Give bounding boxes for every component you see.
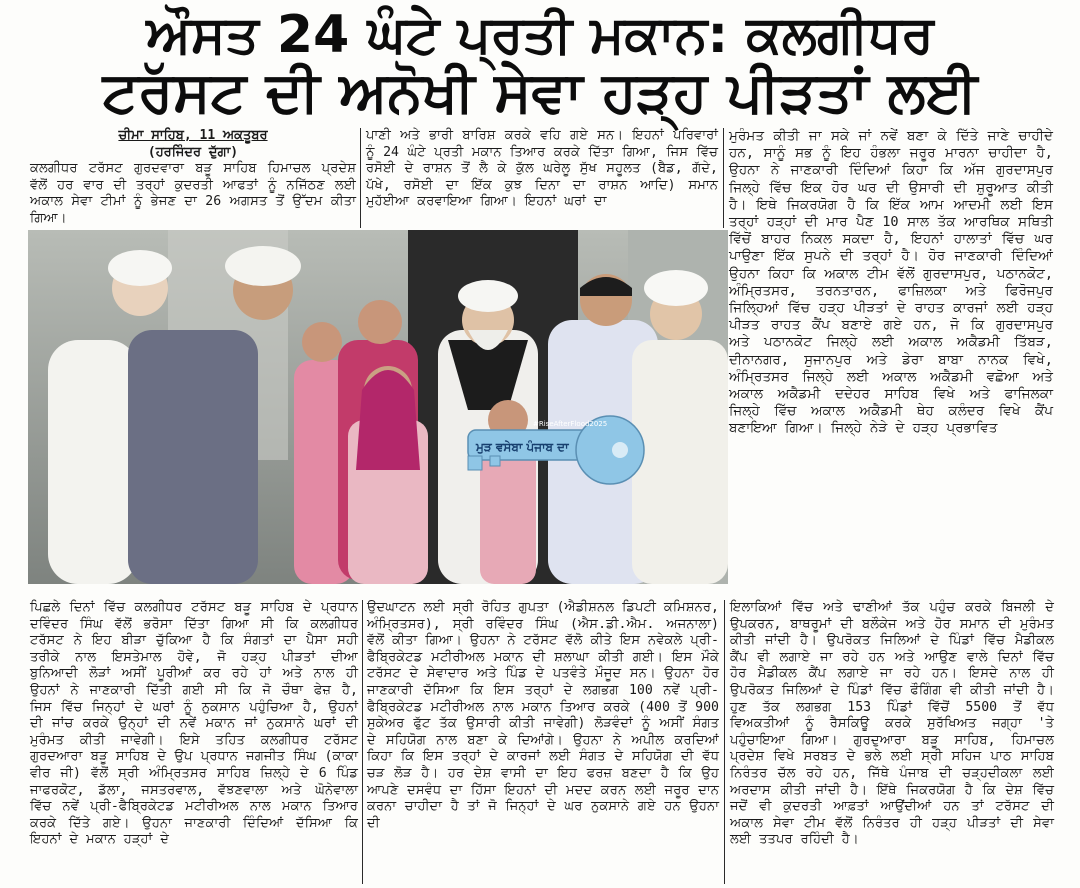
column-divider — [362, 600, 363, 884]
article-paragraph: ਕਲਗੀਧਰ ਟਰੱਸਟ ਗੁਰਦਵਾਰਾ ਬੜੂ ਸਾਹਿਬ ਹਿਮਾਚਲ ਪ੍ਰਦੇਸ਼ ਵੱਲੋਂ ਹਰ ਵਾਰ ਦੀ ਤਰ੍ਹਾਂ ਕੁਦਰਤੀ ਆਫਤਾਂ ਨੂੰ ਨਜਿੱਠਣ ਲਈ ਅਕਾਲ ਸੇਵਾ ਟੀਮਾਂ ਨੂੰ ਭੇਜਣ ਦਾ 26 ਅਗਸਤ ਤੋਂ ਉੱਦਮ ਕੀਤਾ ਗਿਆ। — [30, 161, 356, 226]
article-paragraph: ਇਲਾਕਿਆਂ ਵਿੱਚ ਅਤੇ ਢਾਣੀਆਂ ਤੱਕ ਪਹੁੰਚ ਕਰਕੇ ਬਿਜਲੀ ਦੇ ਉਪਕਰਨ, ਬਾਥਰੂਮਾਂ ਦੀ ਬਲੌਕੇਜ ਅਤੇ ਹੋਰ ਸਮਾਨ ਦੀ ਮੁਰੰਮਤ ਕੀਤੀ ਜਾਂਦੀ ਹੈ। ਉਪਰੋਕਤ ਜਿਲਿਆਂ ਦੇ ਪਿੰਡਾਂ ਵਿੱਚ ਮੈਡੀਕਲ ਕੈਂਪ ਵੀ ਲਗਾਏ ਜਾ ਰਹੇ ਹਨ ਅਤੇ ਆਉਣ ਵਾਲੇ ਦਿਨਾਂ ਵਿੱਚ ਹੋਰ ਮੈਡੀਕਲ ਕੈਂਪ ਲਗਾਏ ਜਾ ਰਹੇ ਹਨ। ਇਸਦੇ ਨਾਲ ਹੀ ਉਪਰੋਕਤ ਜਿਲਿਆਂ ਦੇ ਪਿੰਡਾਂ ਵਿੱਚ ਫੌਗਿੰਗ ਵੀ ਕੀਤੀ ਜਾਂਦੀ ਹੈ। ਹੁਣ ਤੱਕ ਲਗਭਗ 153 ਪਿੰਡਾਂ ਵਿੱਚੋਂ 5500 ਤੋਂ ਵੱਧ ਵਿਅਕਤੀਆਂ ਨੂੰ ਰੈਸਕਿਊ ਕਰਕੇ ਸੁਰੱਖਿਅਤ ਜਗ੍ਹਾ 'ਤੇ ਪਹੁੰਚਾਇਆ ਗਿਆ। ਗੁਰਦੁਆਰਾ ਬੜੂ ਸਾਹਿਬ, ਹਿਮਾਚਲ ਪ੍ਰਦੇਸ਼ ਵਿਖੇ ਸਰਬਤ ਦੇ ਭਲੇ ਲਈ ਸ੍ਰੀ ਸਹਿਜ ਪਾਠ ਸਾਹਿਬ ਨਿਰੰਤਰ ਚੱਲ ਰਹੇ ਹਨ, ਜਿੱਥੇ ਪੰਜਾਬ ਦੀ ਚੜ੍ਹਦੀਕਲਾ ਲਈ ਅਰਦਾਸ ਕੀਤੀ ਜਾਂਦੀ ਹੈ। ਇੱਥੇ ਜਿਕਰਯੋਗ ਹੈ ਕਿ ਦੇਸ਼ ਵਿੱਚ ਜਦੋਂ ਵੀ ਕੁਦਰਤੀ ਆਫ਼ਤਾਂ ਆਉਂਦੀਆਂ ਹਨ ਤਾਂ ਟਰੱਸਟ ਦੀ ਅਕਾਲ ਸੇਵਾ ਟੀਮ ਵੱਲੋਂ ਨਿਰੰਤਰ ਹੀ ਹੜ੍ਹ ਪੀੜਤਾਂ ਦੀ ਸੇਵਾ ਲਈ ਤਤਪਰ ਰਹਿੰਦੀ ਹੈ। — [730, 600, 1054, 848]
column-top-middle — [366, 128, 718, 211]
key-label: ਮੁੜ ਵਸੇਬਾ ਪੰਜਾਬ ਦਾ — [476, 440, 569, 454]
column-right — [729, 128, 1053, 438]
headline-line-2: ਟਰੱਸਟ ਦੀ ਅਨੋਖੀ ਸੇਵਾ ਹੜ੍ਹ ਪੀੜਤਾਂ ਲਈ — [102, 60, 978, 125]
column-divider — [723, 128, 724, 228]
dateline — [30, 128, 356, 161]
column-divider — [724, 600, 725, 884]
column-bottom-right — [730, 600, 1054, 849]
news-photo — [28, 230, 728, 584]
headline-line-1: ਔਸਤ 24 ਘੰਟੇ ਪ੍ਰਤੀ ਮਕਾਨ: ਕਲਗੀਧਰ — [146, 5, 934, 65]
column-bottom-middle — [367, 600, 719, 832]
dateline-place-date: ਚੀਮਾ ਸਾਹਿਬ, 11 ਅਕਤੂਬਰ — [118, 128, 268, 143]
photo-hashtag: #RiseAfterFlood2025 — [533, 420, 608, 428]
column-top-left — [30, 128, 356, 228]
photo-illustration — [28, 230, 728, 584]
article-paragraph: ਪਾਣੀ ਅਤੇ ਭਾਰੀ ਬਾਰਿਸ਼ ਕਰਕੇ ਵਹਿ ਗਏ ਸਨ। ਇਹਨਾਂ ਪਰਿਵਾਰਾਂ ਨੂੰ 24 ਘੰਟੇ ਪ੍ਰਤੀ ਮਕਾਨ ਤਿਆਰ ਕਰਕੇ ਦਿੱਤਾ ਗਿਆ, ਜਿਸ ਵਿੱਚ ਰਸੋਈ ਦੇ ਰਾਸ਼ਨ ਤੋਂ ਲੈ ਕੇ ਕੁੱਲ ਘਰੇਲੂ ਸੁੱਖ ਸਹੂਲਤ (ਬੈਡ, ਗੱਦੇ, ਪੱਖੇ, ਰਸੋਈ ਦਾ ਇੱਕ ਕੁਝ ਦਿਨਾ ਦਾ ਰਾਸ਼ਨ ਆਦਿ) ਸਮਾਨ ਮੁਹੱਈਆ ਕਰਵਾਇਆ ਗਿਆ। ਇਹਨਾਂ ਘਰਾਂ ਦਾ — [366, 128, 718, 210]
article-paragraph: ਮੁਰੰਮਤ ਕੀਤੀ ਜਾ ਸਕੇ ਜਾਂ ਨਵੇਂ ਬਣਾ ਕੇ ਦਿੱਤੇ ਜਾਣੇ ਚਾਹੀਦੇ ਹਨ, ਸਾਨੂੰ ਸਭ ਨੂੰ ਇਹ ਹੰਭਲਾ ਜਰੂਰ ਮਾਰਨਾ ਚਾਹੀਦਾ ਹੈ, ਉਹਨਾ ਨੇ ਜਾਣਕਾਰੀ ਦਿੰਦਿਆਂ ਕਿਹਾ ਕਿ ਅੱਜ ਗੁਰਦਾਸਪੁਰ ਜਿਲ੍ਹੇ ਵਿੱਚ ਇਕ ਹੋਰ ਘਰ ਦੀ ਉਸਾਰੀ ਦੀ ਸ਼ੁਰੂਆਤ ਕੀਤੀ ਹੈ। ਇਥੇ ਜਿਕਰਯੋਗ ਹੈ ਕਿ ਇੱਕ ਆਮ ਆਦਮੀ ਲਈ ਇਸ ਤਰ੍ਹਾਂ ਹੜ੍ਹਾਂ ਦੀ ਮਾਰ ਪੈਣ 10 ਸਾਲ ਤੱਕ ਆਰਥਿਕ ਸਥਿਤੀ ਵਿੱਚੋਂ ਬਾਹਰ ਨਿਕਲ ਸਕਦਾ ਹੈ, ਇਹਨਾਂ ਹਾਲਾਤਾਂ ਵਿੱਚ ਘਰ ਪਾਉਣਾ ਇੱਕ ਸੁਪਨੇ ਦੀ ਤਰ੍ਹਾਂ ਹੈ। ਹੋਰ ਜਾਣਕਾਰੀ ਦਿੰਦਿਆਂ ਉਹਨਾ ਕਿਹਾ ਕਿ ਅਕਾਲ ਟੀਮ ਵੱਲੋਂ ਗੁਰਦਾਸਪੁਰ, ਪਠਾਨਕੋਟ, ਅੰਮ੍ਰਿਤਸਰ, ਤਰਨਤਾਰਨ, ਫਾਜ਼ਿਲਕਾ ਅਤੇ ਫਿਰੋਜਪੁਰ ਜਿਲ੍ਹਿਆਂ ਵਿੱਚ ਹੜ੍ਹ ਪੀੜਤਾਂ ਦੇ ਰਾਹਤ ਕਾਰਜਾਂ ਲਈ ਹੜ੍ਹ ਪੀੜਤ ਰਾਹਤ ਕੈਂਪ ਬਣਾਏ ਗਏ ਹਨ, ਜੋ ਕਿ ਗੁਰਦਾਸਪੁਰ ਅਤੇ ਪਠਾਨਕੋਟ ਜਿਲ੍ਹੇ ਲਈ ਅਕਾਲ ਅਕੈਡਮੀ ਤਿੱਬੜ, ਦੀਨਾਨਗਰ, ਸੁਜਾਨਪੁਰ ਅਤੇ ਡੇਰਾ ਬਾਬਾ ਨਾਨਕ ਵਿਖੇ, ਅੰਮ੍ਰਿਤਸਰ ਜਿਲ੍ਹੇ ਲਈ ਅਕਾਲ ਅਕੈਡਮੀ ਵਛੋਆ ਅਤੇ ਅਕਾਲ ਅਕੈਡਮੀ ਦਦੇਹਰ ਸਾਹਿਬ ਵਿਖੇ ਅਤੇ ਫਾਜਿਲਕਾ ਜਿਲ੍ਹੇ ਵਿੱਚ ਅਕਾਲ ਅਕੈਡਮੀ ਥੇਹ ਕਲੰਦਰ ਵਿਖੇ ਕੈਂਪ ਬਣਾਇਆ ਗਿਆ। ਜਿਲ੍ਹੇ ਨੇੜੇ ਦੇ ਹੜ੍ਹ ਪ੍ਰਭਾਵਿਤ — [729, 128, 1053, 437]
column-divider — [360, 128, 361, 228]
headline — [0, 5, 1080, 125]
article-paragraph: ਉਦਘਾਟਨ ਲਈ ਸ੍ਰੀ ਰੋਹਿਤ ਗੁਪਤਾ (ਐਡੀਸ਼ਨਲ ਡਿਪਟੀ ਕਮਿਸ਼ਨਰ, ਅੰਮ੍ਰਿਤਸਰ), ਸ੍ਰੀ ਰਵਿੰਦਰ ਸਿੰਘ (ਐਸ.ਡੀ.ਐਮ. ਅਜਨਾਲਾ) ਵੱਲੋਂ ਕੀਤਾ ਗਿਆ। ਉਹਨਾ ਨੇ ਟਰੱਸਟ ਵੱਲੋ ਕੀਤੇ ਇਸ ਨਵੇਕਲੇ ਪ੍ਰੀ-ਫੈਬ੍ਰਿਕੇਟਡ ਮਟੀਰੀਅਲ ਮਕਾਨ ਦੀ ਸ਼ਲਾਘਾ ਕੀਤੀ ਗਈ। ਇਸ ਮੌਕੇ ਟਰੱਸਟ ਦੇ ਸੇਵਾਦਾਰ ਅਤੇ ਪਿੰਡ ਦੇ ਪਤਵੰਤੇ ਮੌਜੂਦ ਸਨ। ਉਹਨਾ ਹੋਰ ਜਾਣਕਾਰੀ ਦੱਸਿਆ ਕਿ ਇਸ ਤਰ੍ਹਾਂ ਦੇ ਲਗਭਗ 100 ਨਵੇਂ ਪ੍ਰੀ-ਫੈਬ੍ਰਿਕੇਟਡ ਮਟੀਰੀਅਲ ਨਾਲ ਮਕਾਨ ਤਿਆਰ ਕਰਕੇ (400 ਤੋਂ 900 ਸੁਕੇਅਰ ਫੁੱਟ ਤੱਕ ਉਸਾਰੀ ਕੀਤੀ ਜਾਵੇਗੀ) ਲੋੜਵੰਦਾਂ ਨੂੰ ਅਸੀਂ ਸੰਗਤ ਦੇ ਸਹਿਯੋਗ ਨਾਲ ਬਣਾ ਕੇ ਦਿਆਂਗੇ। ਉਹਨਾ ਨੇ ਅਪੀਲ ਕਰਦਿਆਂ ਕਿਹਾ ਕਿ ਇਸ ਤਰ੍ਹਾਂ ਦੇ ਕਾਰਜਾਂ ਲਈ ਸੰਗਤ ਦੇ ਸਹਿਯੋਗ ਦੀ ਵੱਧ ਚੜ ਲੋੜ ਹੈ। ਹਰ ਦੇਸ਼ ਵਾਸੀ ਦਾ ਇਹ ਫਰਜ਼ ਬਣਦਾ ਹੈ ਕਿ ਉਹ ਆਪਣੇ ਦਸਵੰਧ ਦਾ ਹਿੱਸਾ ਇਹਨਾਂ ਦੀ ਮਦਦ ਕਰਨ ਲਈ ਜਰੂਰ ਦਾਨ ਕਰਨਾ ਚਾਹੀਦਾ ਹੈ ਤਾਂ ਜੋ ਜਿਨ੍ਹਾਂ ਦੇ ਘਰ ਨੁਕਸਾਨੇ ਗਏ ਹਨ ਉਹਨਾ ਦੀ — [367, 600, 719, 831]
column-bottom-left — [30, 600, 358, 849]
article-paragraph: ਪਿਛਲੇ ਦਿਨਾਂ ਵਿੱਚ ਕਲਗੀਧਰ ਟਰੱਸਟ ਬੜੂ ਸਾਹਿਬ ਦੇ ਪ੍ਰਧਾਨ ਦਵਿੰਦਰ ਸਿੰਘ ਵੱਲੋਂ ਭਰੋਸਾ ਦਿੱਤਾ ਗਿਆ ਸੀ ਕਿ ਕਲਗੀਧਰ ਟਰੱਸਟ ਨੇ ਇਹ ਬੀੜਾ ਚੁੱਕਿਆ ਹੈ ਕਿ ਸੰਗਤਾਂ ਦਾ ਪੈਸਾ ਸਹੀ ਤਰੀਕੇ ਨਾਲ ਇਸਤੇਮਾਲ ਹੋਵੇ, ਜੋ ਹੜ੍ਹ ਪੀੜਤਾਂ ਦੀਆ ਬੁਨਿਆਦੀ ਲੋੜਾਂ ਅਸੀਂ ਪੂਰੀਆਂ ਕਰ ਰਹੇ ਹਾਂ ਅਤੇ ਨਾਲ ਹੀ ਉਹਨਾਂ ਨੇ ਜਾਣਕਾਰੀ ਦਿੱਤੀ ਗਈ ਸੀ ਕਿ ਜੋ ਚੌਥਾ ਫੇਜ਼ ਹੈ, ਜਿਸ ਵਿੱਚ ਜਿਨ੍ਹਾਂ ਦੇ ਘਰਾਂ ਨੂੰ ਨੁਕਸਾਨ ਪਹੁੰਚਿਆ ਹੈ, ਉਹਨਾਂ ਦੀ ਜਾਂਚ ਕਰਕੇ ਉਨ੍ਹਾਂ ਦੀ ਨਵੇਂ ਮਕਾਨ ਜਾਂ ਨੁਕਸਾਨੇ ਘਰਾਂ ਦੀ ਮੁਰੰਮਤ ਕੀਤੀ ਜਾਵੇਗੀ। ਇਸੇ ਤਹਿਤ ਕਲਗੀਧਰ ਟਰੱਸਟ ਗੁਰਦਆਰਾ ਬੜੂ ਸਾਹਿਬ ਦੇ ਉਪ ਪ੍ਰਧਾਨ ਜਗਜੀਤ ਸਿੰਘ (ਕਾਕਾ ਵੀਰ ਜੀ) ਵੱਲੋਂ ਸ੍ਰੀ ਅੰਮ੍ਰਿਤਸਰ ਸਾਹਿਬ ਜ਼ਿਲ੍ਹੇ ਦੇ 6 ਪਿੰਡ ਜਾਫਰਕੋਟ, ਡੱਲਾ, ਜਸਤਰਵਾਲ, ਵੱਝਣਵਾਲਾ ਅਤੇ ਘੋਨੇਵਾਲਾ ਵਿੱਚ ਨਵੇਂ ਪ੍ਰੀ-ਫੈਬ੍ਰਿਕੇਟਡ ਮਟੀਰੀਅਲ ਨਾਲ ਮਕਾਨ ਤਿਆਰ ਕਰਕੇ ਦਿੱਤੇ ਗਏ। ਉਹਨਾ ਜਾਣਕਾਰੀ ਦਿੰਦਿਆਂ ਦੱਸਿਆ ਕਿ ਇਹਨਾਂ ਦੇ ਮਕਾਨ ਹੜ੍ਹਾਂ ਦੇ — [30, 600, 358, 848]
dateline-reporter: (ਹਰਜਿੰਦਰ ਦੁੱਗਾ) — [147, 144, 239, 160]
